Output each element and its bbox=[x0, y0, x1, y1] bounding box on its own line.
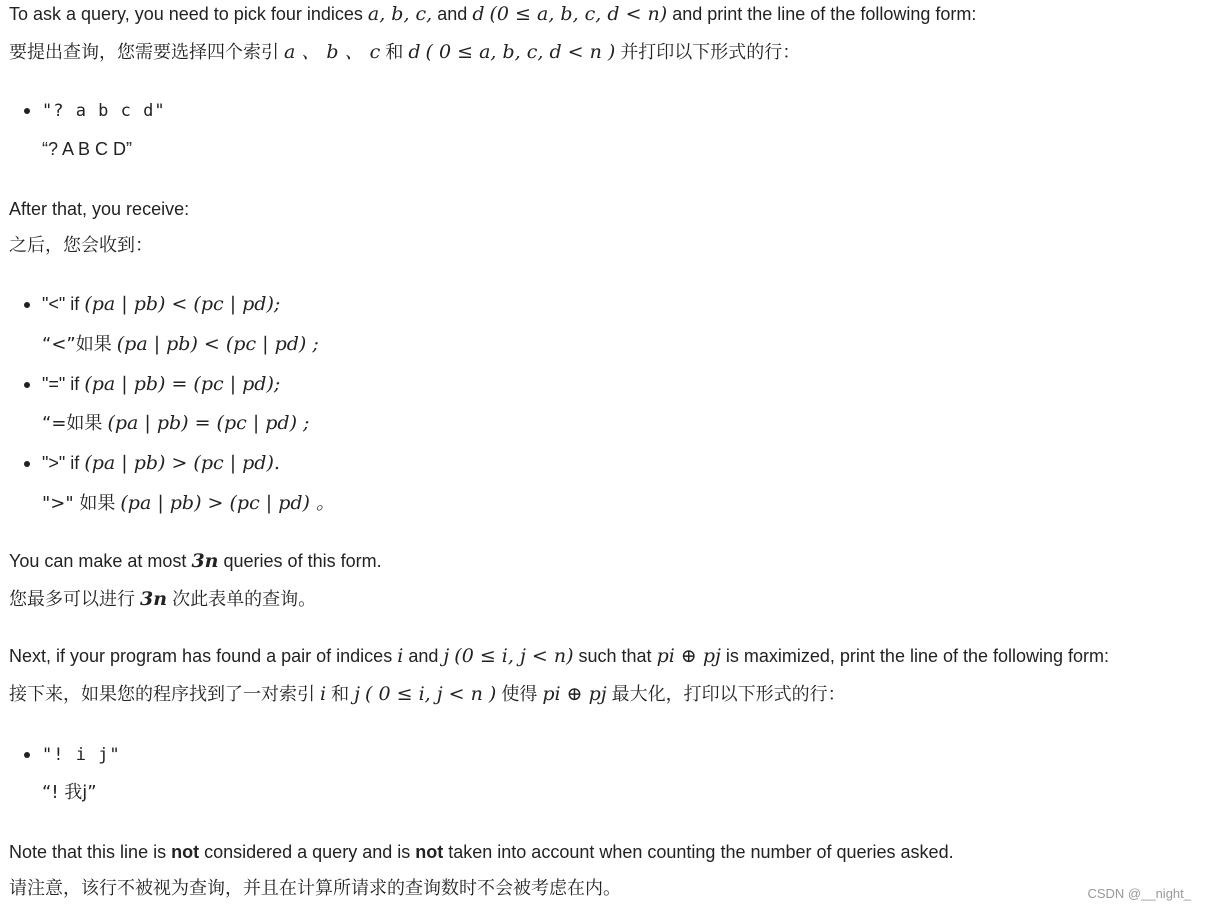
note-zh: 请注意，该行不被视为查询，并且在计算所请求的查询数时不会被考虑在内。 bbox=[9, 878, 621, 899]
limit-zh-prefix: 您最多可以进行 bbox=[9, 589, 135, 610]
intro-zh-range: ( 0 ≤ a, b, c, d < n ) bbox=[425, 41, 616, 63]
answer-zh bbox=[9, 682, 846, 707]
response-lt-zh-symbol: “<”如果 bbox=[42, 334, 112, 355]
limit-zh-value: 3n bbox=[140, 588, 168, 610]
intro-zh-prefix: 要提出查询，您需要选择四个索引 bbox=[9, 42, 279, 63]
answer-form-translation: “! 我j” bbox=[42, 782, 97, 803]
limit-en bbox=[9, 549, 382, 573]
response-lt-en-formula: (pa | pb) < (pc | pd); bbox=[84, 293, 281, 315]
intro-en-d: d bbox=[472, 3, 485, 25]
query-form-translation: “? A B C D” bbox=[42, 139, 133, 159]
answer-zh-expr: pi ⊕ pj bbox=[542, 683, 607, 705]
intro-en-range: (0 ≤ a, b, c, d < n) bbox=[489, 3, 668, 25]
response-lt-zh-formula: (pa | pb) < (pc | pd) ; bbox=[116, 333, 319, 355]
intro-en-line bbox=[9, 2, 976, 26]
answer-en-suffix: is maximized, print the line of the following form: bbox=[725, 646, 1110, 666]
intro-en-vars: a, b, c, bbox=[367, 3, 433, 25]
note-en-not1: not bbox=[171, 842, 200, 862]
query-form-code bbox=[42, 98, 166, 123]
answer-en-mid: such that bbox=[578, 646, 652, 666]
note-en-part2: considered a query and is bbox=[204, 842, 411, 862]
answer-form-code-text: "! i j" bbox=[42, 745, 121, 765]
limit-zh-suffix: 次此表单的查询。 bbox=[172, 589, 317, 610]
response-gt-en-formula: (pa | pb) > (pc | pd). bbox=[84, 452, 280, 474]
answer-zh-prefix: 接下来，如果您的程序找到了一对索引 bbox=[9, 684, 315, 705]
after-zh: 之后，您会收到： bbox=[9, 235, 153, 256]
answer-en-prefix: Next, if your program has found a pair of indices bbox=[9, 646, 393, 666]
limit-en-value: 3n bbox=[191, 550, 219, 572]
response-gt-zh-symbol: ">" 如果 bbox=[42, 493, 116, 514]
intro-en-and: and bbox=[437, 4, 468, 24]
response-eq-zh-symbol: “=如果 bbox=[42, 413, 103, 434]
response-lt-en bbox=[42, 292, 280, 316]
answer-en-and: and bbox=[408, 646, 439, 666]
response-eq-en bbox=[42, 372, 280, 396]
bullet-response-gt bbox=[24, 461, 30, 467]
response-lt-en-symbol: "<" if bbox=[42, 294, 80, 314]
answer-en-j: j bbox=[443, 645, 450, 667]
response-gt-zh-formula: (pa | pb) > (pc | pd) 。 bbox=[120, 492, 335, 514]
answer-zh-i: i bbox=[320, 683, 327, 705]
answer-zh-range: ( 0 ≤ i, j < n ) bbox=[365, 683, 497, 705]
intro-zh-d: d bbox=[408, 41, 421, 63]
intro-en-prefix: To ask a query, you need to pick four indices bbox=[9, 4, 363, 24]
intro-en-suffix: and print the line of the following form: bbox=[672, 4, 977, 24]
response-eq-zh bbox=[42, 411, 309, 436]
watermark: CSDN @__night_ bbox=[1087, 886, 1191, 901]
intro-zh-suffix: 并打印以下形式的行： bbox=[620, 42, 801, 63]
intro-zh-vars: a 、 b 、 c bbox=[284, 41, 381, 63]
answer-en bbox=[9, 644, 1109, 668]
answer-en-range: (0 ≤ i, j < n) bbox=[454, 645, 574, 667]
response-lt-zh bbox=[42, 332, 319, 357]
bullet-query-form bbox=[24, 108, 30, 114]
intro-zh-line bbox=[9, 40, 800, 65]
answer-zh-suffix: 最大化，打印以下形式的行： bbox=[611, 684, 846, 705]
bullet-answer-form bbox=[24, 752, 30, 758]
answer-zh-j: j bbox=[354, 683, 361, 705]
note-en-part1: Note that this line is bbox=[9, 842, 167, 862]
response-gt-en-symbol: ">" if bbox=[42, 453, 80, 473]
bullet-response-lt bbox=[24, 302, 30, 308]
answer-zh-and: 和 bbox=[331, 684, 350, 705]
note-en-part3: taken into account when counting the number of queries asked. bbox=[448, 842, 954, 862]
response-eq-zh-formula: (pa | pb) = (pc | pd) ; bbox=[107, 412, 310, 434]
answer-form-code bbox=[42, 742, 121, 767]
answer-en-expr: pi ⊕ pj bbox=[656, 645, 721, 667]
response-gt-zh bbox=[42, 491, 335, 516]
intro-zh-and: 和 bbox=[385, 42, 404, 63]
response-eq-en-symbol: "=" if bbox=[42, 374, 80, 394]
response-eq-en-formula: (pa | pb) = (pc | pd); bbox=[84, 373, 281, 395]
limit-en-prefix: You can make at most bbox=[9, 551, 187, 571]
answer-zh-mid: 使得 bbox=[501, 684, 538, 705]
limit-en-suffix: queries of this form. bbox=[223, 551, 382, 571]
bullet-response-eq bbox=[24, 382, 30, 388]
response-gt-en bbox=[42, 451, 280, 475]
limit-zh bbox=[9, 587, 316, 612]
answer-en-i: i bbox=[397, 645, 404, 667]
after-en: After that, you receive: bbox=[9, 199, 190, 219]
note-en bbox=[9, 840, 954, 864]
query-form-code-text: "? a b c d" bbox=[42, 101, 166, 121]
note-en-not2: not bbox=[415, 842, 444, 862]
